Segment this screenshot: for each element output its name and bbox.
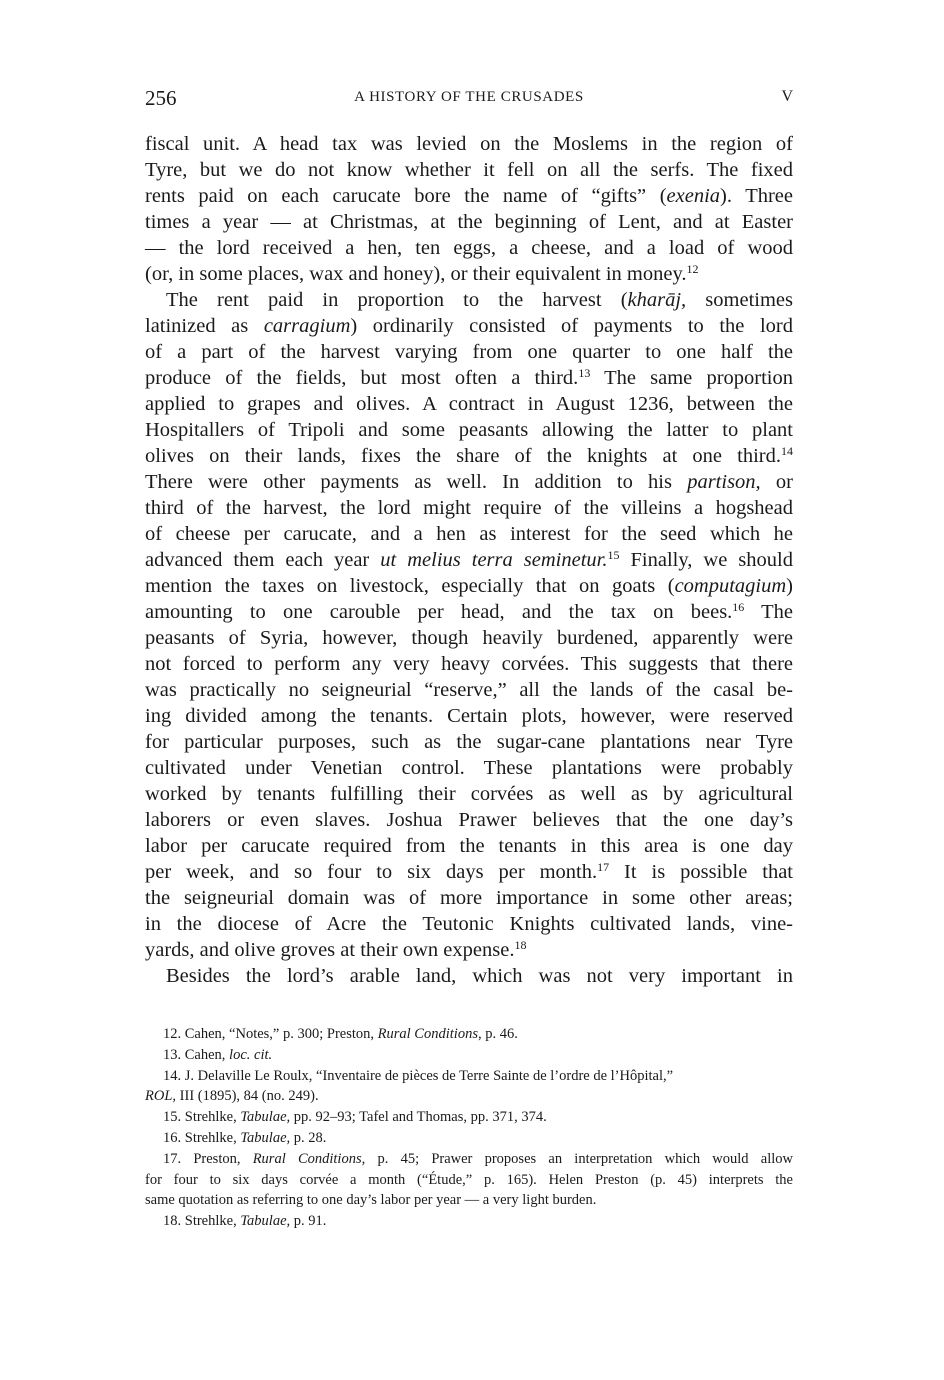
body-line xyxy=(145,157,793,183)
text-run: in the diocese of Acre the Teutonic Knights cultivated lands, vine- xyxy=(145,913,793,935)
body-line xyxy=(145,885,793,911)
footnote-reference: 18 xyxy=(514,938,527,952)
body-line xyxy=(145,677,793,703)
text-run: not forced to perform any very heavy corvées. This suggests that there xyxy=(145,653,793,675)
text-run: p. 28. xyxy=(290,1129,327,1146)
body-line xyxy=(145,963,793,989)
text-run: 16. Strehlke, xyxy=(163,1129,241,1146)
text-run: Tyre, but we do not know whether it fell on all the serfs. The fixed xyxy=(145,159,793,181)
body-line xyxy=(145,391,793,417)
text-run: latinized as xyxy=(145,315,264,337)
italic-text: carragium xyxy=(263,315,351,337)
text-run: Hospitallers of Tripoli and some peasants allowing the latter to plant xyxy=(145,419,793,441)
text-run: peasants of Syria, however, though heavily burdened, apparently were xyxy=(145,627,793,649)
body-line xyxy=(145,339,793,365)
page-number: 256 xyxy=(145,86,177,110)
footnote-line xyxy=(145,1086,793,1107)
text-run: It is possible that xyxy=(609,861,793,883)
body-line xyxy=(145,651,793,677)
body-line xyxy=(145,755,793,781)
footnote-line xyxy=(145,1107,793,1128)
body-line xyxy=(145,599,793,625)
body-line xyxy=(145,131,793,157)
text-run: olives on their lands, fixes the share of the knights at one third. xyxy=(145,445,781,467)
body-line xyxy=(145,911,793,937)
text-run: sometimes xyxy=(686,289,793,311)
body-line xyxy=(145,469,793,495)
italic-text: computagium xyxy=(674,575,787,597)
body-line xyxy=(145,729,793,755)
italic-text: Rural Conditions, xyxy=(377,1026,482,1042)
text-run: There were other payments as well. In addition to his xyxy=(145,471,688,493)
text-run: the seigneurial domain was of more importance in some other areas; xyxy=(145,887,793,909)
text-run: ) ordinarily consisted of payments to the lord xyxy=(350,315,794,337)
footnote-line xyxy=(145,1128,793,1149)
body-line xyxy=(145,573,793,599)
footnote-line xyxy=(145,1149,793,1170)
text-run: (or, in some places, wax and honey), or their equivalent in money. xyxy=(145,263,687,285)
body-text xyxy=(145,131,793,989)
body-line xyxy=(145,495,793,521)
text-run: 15. Strehlke, xyxy=(163,1109,241,1126)
body-line xyxy=(145,625,793,651)
text-run: mention the taxes on livestock, especially that on goats ( xyxy=(145,575,675,597)
body-line xyxy=(145,833,793,859)
body-line xyxy=(145,443,793,469)
text-run: per week, and so four to six days per month. xyxy=(145,861,598,883)
text-run: Finally, we should xyxy=(619,549,793,571)
body-line xyxy=(145,261,793,287)
body-line xyxy=(145,859,793,885)
footnote-line xyxy=(145,1024,793,1045)
italic-text: loc. cit. xyxy=(229,1046,273,1063)
text-run: — the lord received a hen, ten eggs, a cheese, and a load of wood xyxy=(145,237,793,259)
footnote-reference: 16 xyxy=(732,600,745,614)
body-line xyxy=(145,807,793,833)
italic-text: ROL, xyxy=(145,1088,177,1105)
footnote-line xyxy=(145,1066,793,1087)
text-run: labor per carucate required from the tenants in this area is one day xyxy=(145,835,793,857)
text-run: for particular purposes, such as the sugar-cane plantations near Tyre xyxy=(145,731,793,753)
text-run: fiscal unit. A head tax was levied on the Moslems in the region of xyxy=(145,133,793,155)
text-run: of cheese per carucate, and a hen as interest for the seed which he xyxy=(145,523,793,545)
text-run: same quotation as referring to one day’s labor per year — a very light burden. xyxy=(145,1192,597,1209)
footnote-line xyxy=(145,1211,793,1232)
body-line xyxy=(145,183,793,209)
body-line xyxy=(145,365,793,391)
text-run: 14. J. Delaville Le Roulx, “Inventaire de pièces de Terre Sainte de l’ordre de l’Hôpital,” xyxy=(163,1067,674,1084)
running-title: A HISTORY OF THE CRUSADES xyxy=(354,89,584,105)
body-line xyxy=(145,781,793,807)
text-run: ). Three xyxy=(720,185,793,207)
text-run: times a year — at Christmas, at the beginning of Lent, and at Easter xyxy=(145,211,793,233)
body-line xyxy=(145,547,793,573)
italic-text: Rural Conditions, xyxy=(252,1150,366,1167)
text-run: worked by tenants fulfilling their corvées as well as by agricultural xyxy=(145,783,793,805)
text-run: third of the harvest, the lord might require of the villeins a hogshead xyxy=(145,497,793,519)
text-run: laborers or even slaves. Joshua Prawer believes that the one day’s xyxy=(145,809,793,831)
body-line xyxy=(145,209,793,235)
text-run: Besides the lord’s arable land, which was not very important in xyxy=(166,965,793,987)
body-line xyxy=(145,287,793,313)
body-line xyxy=(145,417,793,443)
text-run: III (1895), 84 (no. 249). xyxy=(176,1088,319,1105)
text-run: 17. Preston, xyxy=(163,1150,253,1167)
text-run: The rent paid in proportion to the harvest ( xyxy=(166,289,628,311)
running-header xyxy=(145,86,793,112)
text-run: ing divided among the tenants. Certain plots, however, were reserved xyxy=(145,705,793,727)
text-run: p. 91. xyxy=(290,1213,327,1230)
text-run: or xyxy=(760,471,793,493)
footnotes xyxy=(145,1024,793,1232)
footnote-line xyxy=(145,1190,793,1211)
footnote-reference: 14 xyxy=(781,444,793,458)
text-run: 13. Cahen, xyxy=(163,1046,230,1063)
footnote-reference: 13 xyxy=(578,366,591,380)
footnote-line xyxy=(145,1045,793,1066)
text-run: yards, and olive groves at their own expense. xyxy=(145,939,515,961)
body-line xyxy=(145,313,793,339)
italic-text: Tabulae, xyxy=(240,1213,291,1230)
footnote-reference: 15 xyxy=(607,548,620,562)
text-run: applied to grapes and olives. A contract in August 1236, between the xyxy=(145,393,793,415)
footnote-reference: 12 xyxy=(686,262,699,276)
text-run: p. 46. xyxy=(481,1026,518,1042)
italic-text: partison, xyxy=(687,471,761,493)
body-line xyxy=(145,703,793,729)
text-run: 18. Strehlke, xyxy=(163,1213,241,1230)
text-run: pp. 92–93; Tafel and Thomas, pp. 371, 374. xyxy=(290,1109,547,1126)
text-run: ) xyxy=(786,575,793,597)
body-line xyxy=(145,521,793,547)
italic-text: Tabulae, xyxy=(240,1109,291,1126)
text-run: cultivated under Venetian control. These plantations were probably xyxy=(145,757,793,779)
text-run: was practically no seigneurial “reserve,” all the lands of the casal be- xyxy=(145,679,793,701)
body-line xyxy=(145,235,793,261)
text-run: p. 45; Prawer proposes an interpretation which would allow xyxy=(365,1150,793,1167)
text-run: The xyxy=(744,601,793,623)
text-run: amounting to one carouble per head, and the tax on bees. xyxy=(145,601,733,623)
text-run: The same proportion xyxy=(590,367,793,389)
text-run: advanced them each year xyxy=(145,549,381,571)
chapter-number: V xyxy=(781,88,793,105)
text-run: 12. Cahen, “Notes,” p. 300; Preston, xyxy=(163,1026,378,1042)
text-run: for four to six days corvée a month (“Étude,” p. 165). Helen Preston (p. 45) interprets the xyxy=(145,1171,793,1188)
italic-text: ut melius terra seminetur. xyxy=(380,549,608,571)
italic-text: Tabulae, xyxy=(240,1129,291,1146)
footnote-line xyxy=(145,1170,793,1191)
italic-text: kharāj, xyxy=(627,289,687,311)
text-run: produce of the fields, but most often a third. xyxy=(145,367,579,389)
body-line xyxy=(145,937,793,963)
text-run: of a part of the harvest varying from one quarter to one half the xyxy=(145,341,793,363)
text-run: rents paid on each carucate bore the name of “gifts” ( xyxy=(145,185,667,207)
italic-text: exenia xyxy=(666,185,721,207)
footnote-reference: 17 xyxy=(597,860,610,874)
